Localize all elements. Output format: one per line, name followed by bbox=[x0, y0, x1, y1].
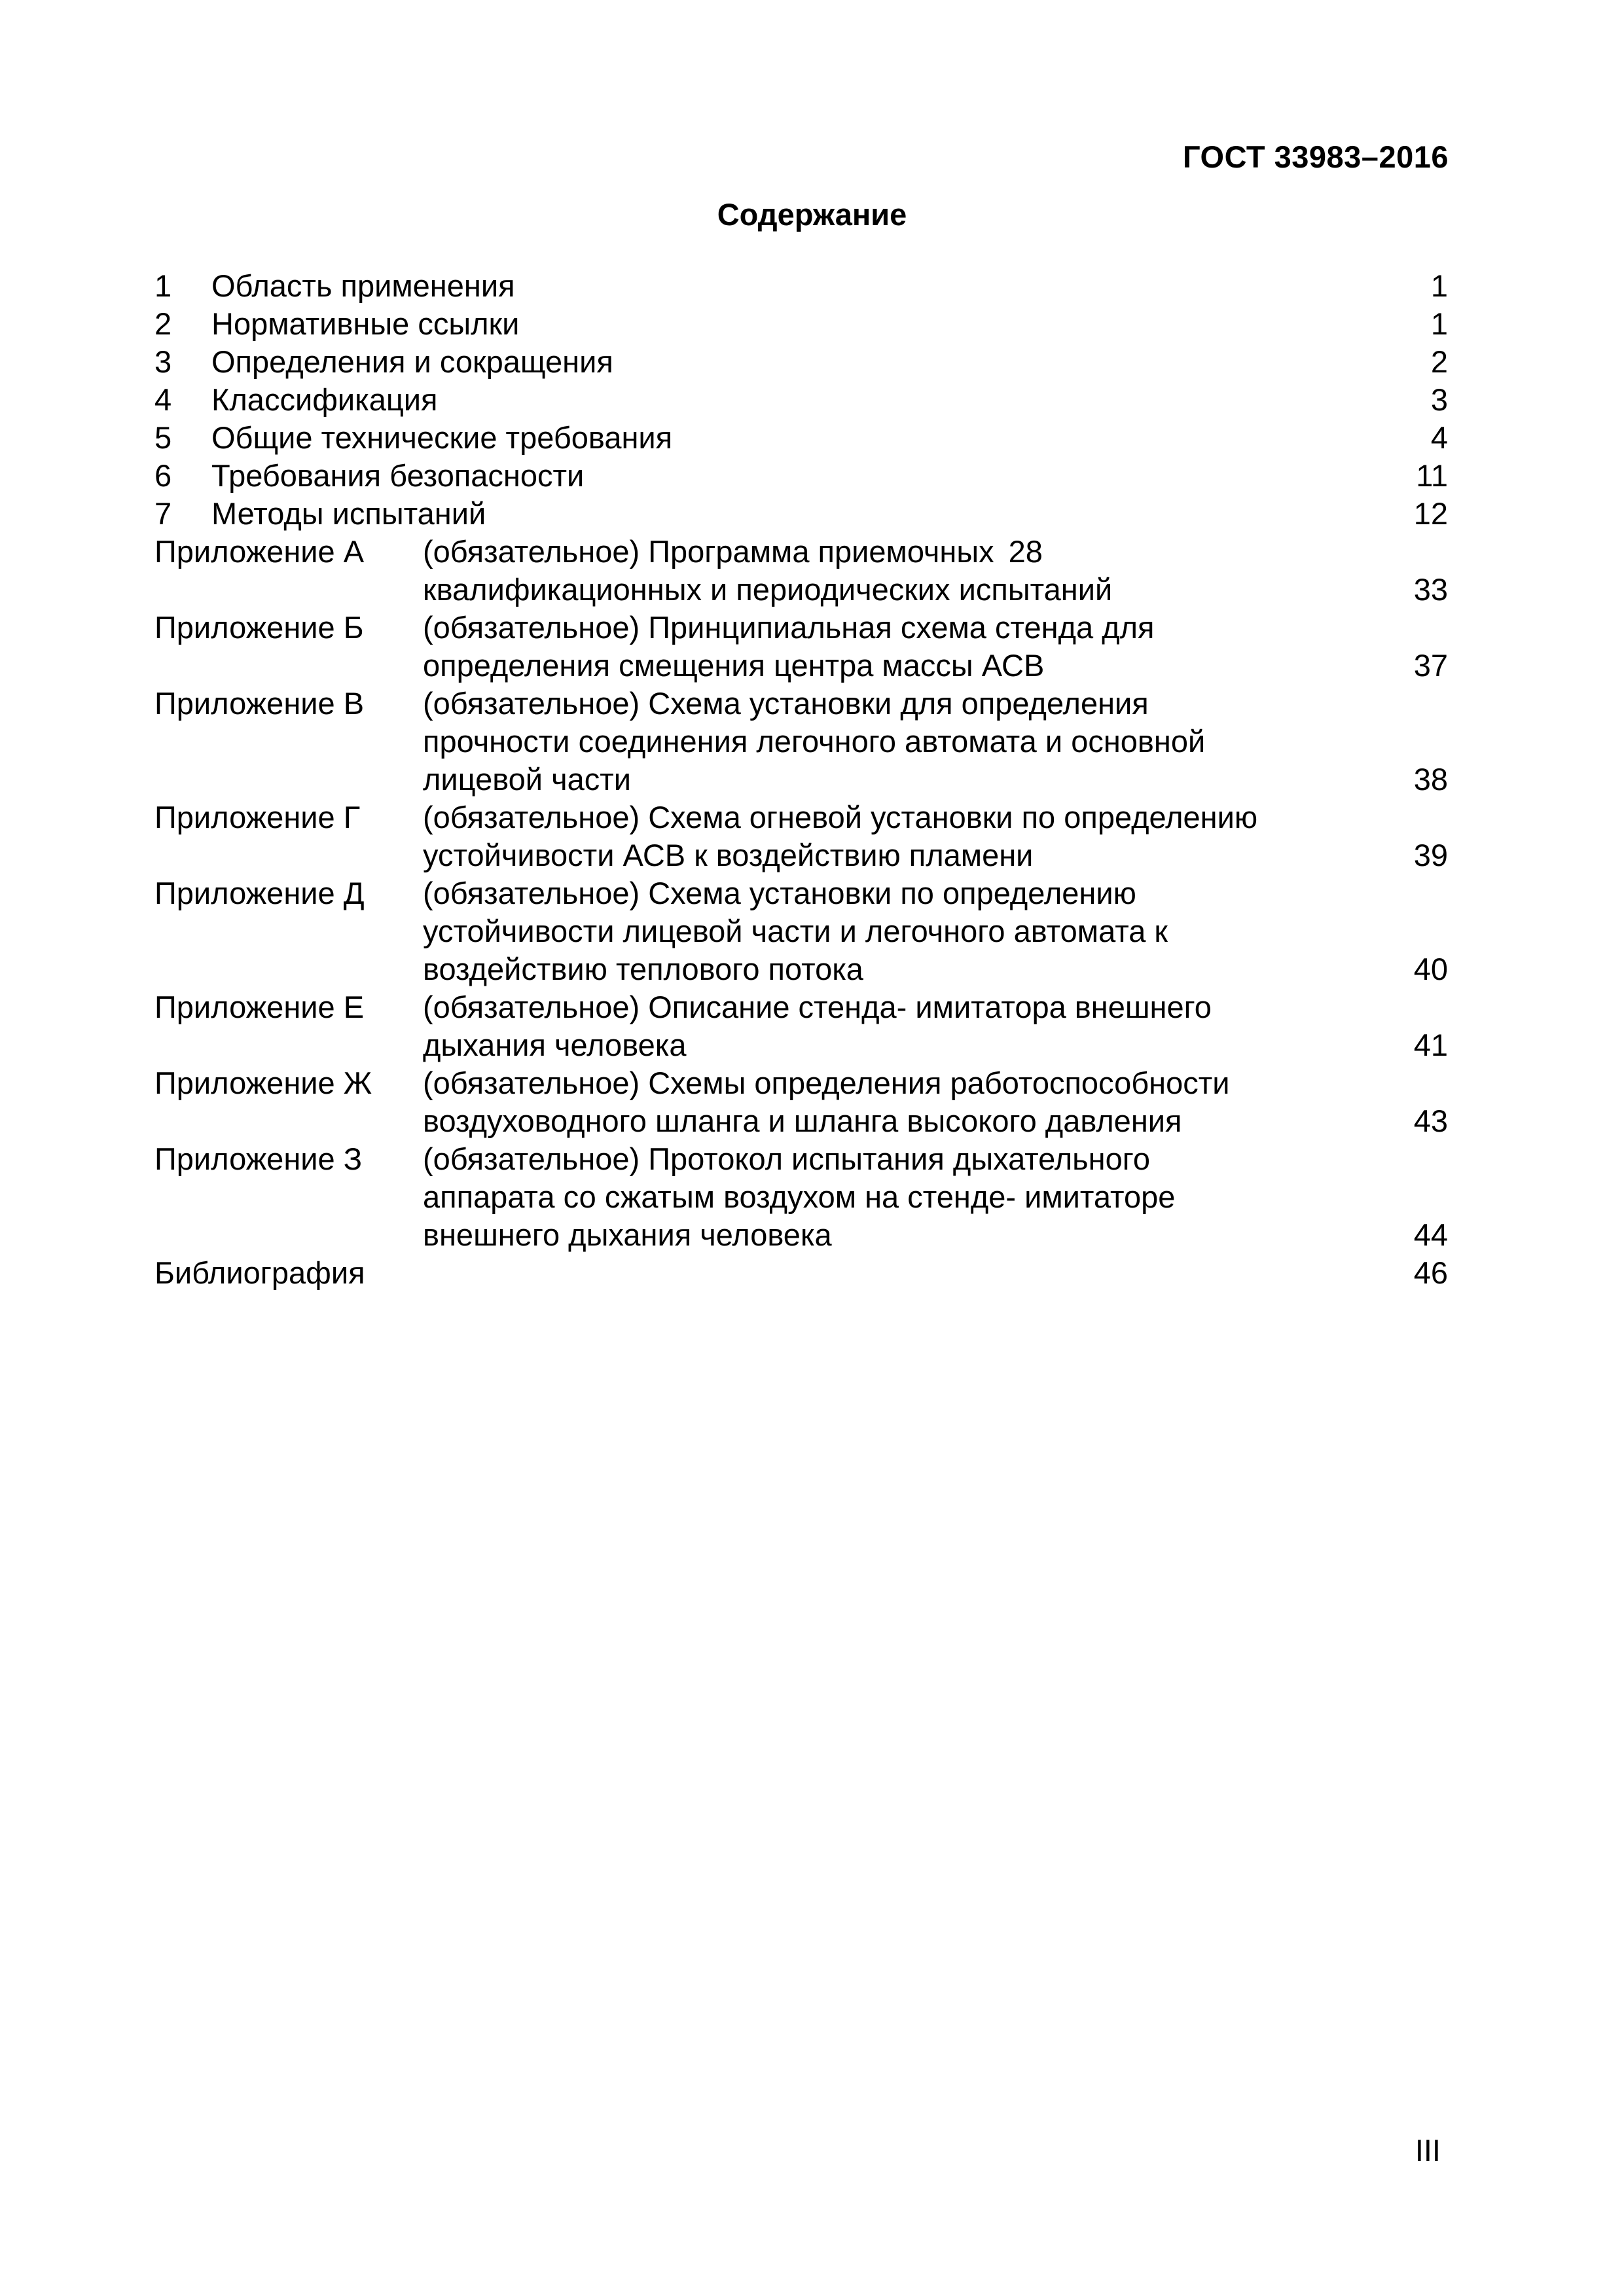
page-folio: III bbox=[1415, 2133, 1441, 2168]
appendix-title bbox=[423, 609, 1448, 685]
page-number: 39 bbox=[1413, 838, 1448, 872]
page-number: 46 bbox=[1413, 1255, 1448, 1290]
section-title: Определения и сокращения bbox=[211, 344, 613, 379]
page-number: 11 bbox=[1416, 458, 1448, 493]
appendix-label: Приложение Б bbox=[154, 610, 364, 645]
section-number: 1 bbox=[154, 268, 172, 303]
section-number: 4 bbox=[154, 382, 172, 417]
page-number: 37 bbox=[1413, 648, 1448, 683]
section-number: 6 bbox=[154, 458, 172, 493]
appendix-label: Приложение А bbox=[154, 534, 365, 569]
toc-section-row[interactable] bbox=[154, 495, 1448, 533]
document-code: ГОСТ 33983–2016 bbox=[1182, 139, 1449, 174]
appendix-title-line: внешнего дыхания человека bbox=[423, 1217, 832, 1252]
appendix-title-line: устойчивости АСВ к воздействию пламени bbox=[423, 838, 1034, 872]
appendix-title-line: определения смещения центра массы АСВ bbox=[423, 648, 1045, 683]
toc-bibliography-row[interactable] bbox=[154, 1254, 1448, 1292]
toc-appendix-row[interactable] bbox=[154, 1140, 1448, 1254]
section-number: 2 bbox=[154, 306, 172, 341]
page-number: 12 bbox=[1413, 496, 1448, 531]
appendix-title-line: (обязательное) Программа приемочных 28 bbox=[423, 534, 1043, 569]
toc-appendix-row[interactable] bbox=[154, 874, 1448, 988]
page-number: 33 bbox=[1413, 572, 1448, 607]
section-title: Нормативные ссылки bbox=[211, 306, 520, 341]
appendix-title-line: (обязательное) Протокол испытания дыхательного bbox=[423, 1141, 1151, 1176]
toc-appendix-row[interactable] bbox=[154, 1064, 1448, 1140]
appendix-title-line: аппарата со сжатым воздухом на стенде- имитаторе bbox=[423, 1179, 1176, 1214]
toc-section-row[interactable] bbox=[154, 305, 1448, 343]
bibliography-title: Библиография bbox=[154, 1255, 365, 1290]
page-number: 1 bbox=[1430, 268, 1448, 303]
appendix-title bbox=[423, 798, 1448, 874]
section-number: 3 bbox=[154, 344, 172, 379]
inline-page-number: 28 bbox=[1008, 534, 1043, 569]
appendix-title-line: (обязательное) Схема установки для определения bbox=[423, 686, 1149, 721]
table-of-contents bbox=[154, 267, 1448, 1292]
section-number: 7 bbox=[154, 496, 172, 531]
appendix-title-line: квалификационных и периодических испытаний bbox=[423, 572, 1113, 607]
appendix-title bbox=[423, 988, 1448, 1064]
appendix-label: Приложение Г bbox=[154, 800, 361, 834]
appendix-title bbox=[423, 1140, 1448, 1254]
section-number: 5 bbox=[154, 420, 172, 455]
appendix-title-line: (обязательное) Схема огневой установки по определению bbox=[423, 800, 1258, 834]
appendix-label: Приложение Д bbox=[154, 876, 365, 910]
toc-section-row[interactable] bbox=[154, 267, 1448, 305]
toc-section-row[interactable] bbox=[154, 381, 1448, 419]
appendix-title-line: воздуховодного шланга и шланга высокого давления bbox=[423, 1103, 1182, 1138]
page-number: 44 bbox=[1413, 1217, 1448, 1252]
page-number: 43 bbox=[1413, 1103, 1448, 1138]
section-title: Общие технические требования bbox=[211, 420, 673, 455]
page-number: 40 bbox=[1413, 952, 1448, 986]
appendix-title bbox=[423, 685, 1448, 798]
appendix-title bbox=[423, 533, 1448, 609]
appendix-label: Приложение Ж bbox=[154, 1066, 372, 1100]
section-title: Классификация bbox=[211, 382, 438, 417]
appendix-title-line: (обязательное) Описание стенда- имитатора внешнего bbox=[423, 990, 1212, 1024]
appendix-title-line: прочности соединения легочного автомата и основной bbox=[423, 724, 1206, 759]
appendix-label: Приложение З bbox=[154, 1141, 363, 1176]
page-number: 4 bbox=[1430, 420, 1448, 455]
page-number: 38 bbox=[1413, 762, 1448, 797]
toc-title: Содержание bbox=[717, 197, 907, 232]
appendix-label: Приложение В bbox=[154, 686, 365, 721]
page-number: 1 bbox=[1430, 306, 1448, 341]
page-number: 2 bbox=[1430, 344, 1448, 379]
appendix-label: Приложение Е bbox=[154, 990, 365, 1024]
appendix-title-line: устойчивости лицевой части и легочного автомата к bbox=[423, 914, 1168, 948]
section-title: Требования безопасности bbox=[211, 458, 585, 493]
section-title: Область применения bbox=[211, 268, 515, 303]
toc-section-row[interactable] bbox=[154, 419, 1448, 457]
toc-appendix-row[interactable] bbox=[154, 685, 1448, 798]
page-number: 41 bbox=[1413, 1028, 1448, 1062]
appendix-title-line: (обязательное) Принципиальная схема стенда для bbox=[423, 610, 1155, 645]
toc-section-row[interactable] bbox=[154, 343, 1448, 381]
toc-appendix-row[interactable] bbox=[154, 798, 1448, 874]
appendix-title-line: дыхания человека bbox=[423, 1028, 687, 1062]
appendix-title-line: (обязательное) Схема установки по определению bbox=[423, 876, 1136, 910]
appendix-title-line: (обязательное) Схемы определения работоспособности bbox=[423, 1066, 1230, 1100]
appendix-title-line: лицевой части bbox=[423, 762, 632, 797]
page-number: 3 bbox=[1430, 382, 1448, 417]
appendix-title bbox=[423, 874, 1448, 988]
toc-section-row[interactable] bbox=[154, 457, 1448, 495]
toc-appendix-row[interactable] bbox=[154, 533, 1448, 609]
appendix-title bbox=[423, 1064, 1448, 1140]
toc-appendix-row[interactable] bbox=[154, 988, 1448, 1064]
toc-appendix-row[interactable] bbox=[154, 609, 1448, 685]
appendix-title-line: воздействию теплового потока bbox=[423, 952, 863, 986]
section-title: Методы испытаний bbox=[211, 496, 486, 531]
